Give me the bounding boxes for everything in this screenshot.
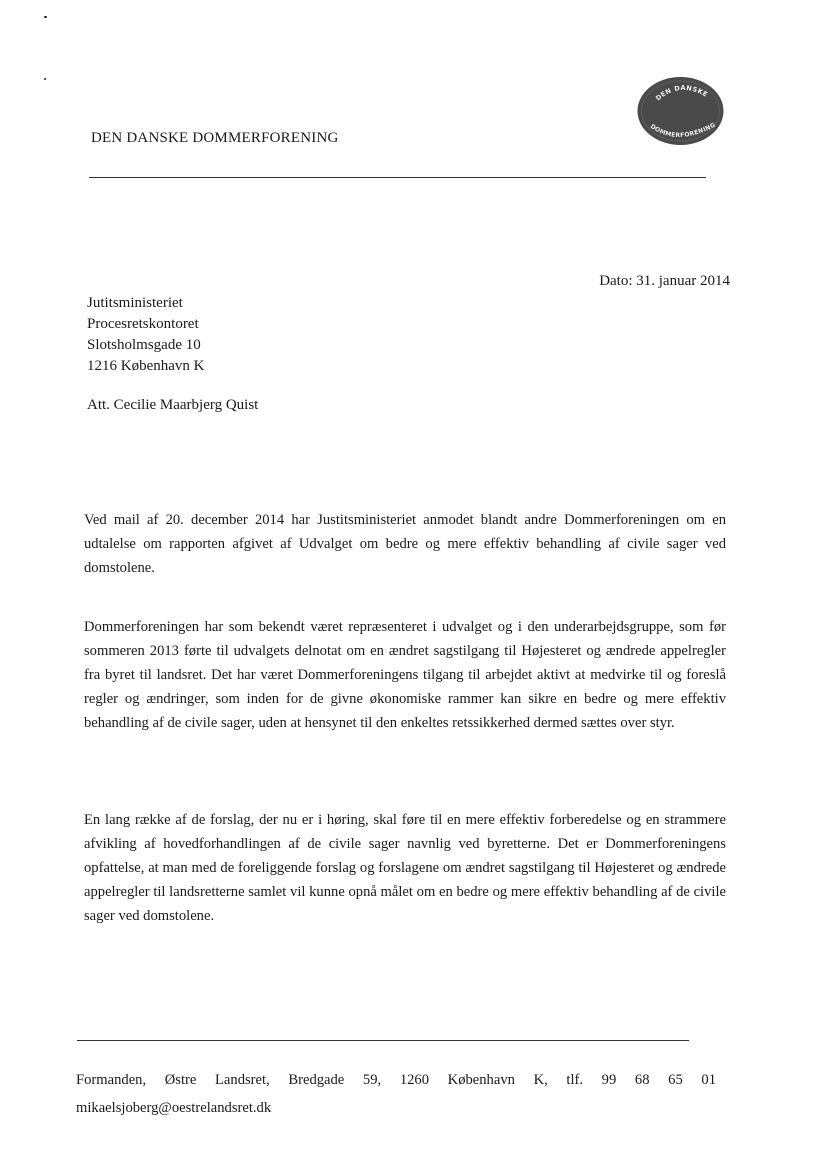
seal-text-top: DEN DANSKE — [654, 83, 710, 103]
body-paragraph: Dommerforeningen har som bekendt været repræsenteret i udvalget og i den underarbejdsgruppe, som før sommeren 2013 førte til udvalgets delnotat om en ændret sagstilgang til Højesteret og ændrede appelregler fra byret til landsret. Det har været Dommerforeningens tilgang til arbejdet aktivt at medvirke til og foreslå regler og ændringer, som inden for de givne økonomiske rammer kan sikre en bedre og mere effektiv behandling af de civile sager, uden at hensynet til den enkeltes retssikkerhed dermed sættes over styr. — [84, 619, 726, 731]
recipient-line: Procesretskontoret — [87, 316, 199, 332]
association-seal-stamp — [636, 75, 725, 147]
recipient-line: 1216 København K — [87, 358, 205, 374]
scan-speck — [44, 16, 47, 18]
recipient-address — [87, 293, 204, 377]
body-paragraph: Ved mail af 20. december 2014 har Justitsministeriet anmodet blandt andre Dommerforeningen om en udtalelse om rapporten afgivet af Udvalget om bedre og mere effektiv behandling af civile sager ved domstolene. — [84, 512, 726, 576]
header-divider — [89, 177, 706, 178]
recipient-line: Jutitsministeriet — [87, 295, 183, 311]
recipient-line: Slotsholmsgade 10 — [87, 337, 201, 353]
seal-text-bottom: DOMMERFORENING — [648, 121, 717, 140]
letter-date: Dato: 31. januar 2014 — [599, 273, 730, 289]
attention-line: Att. Cecilie Maarbjerg Quist — [87, 397, 259, 413]
organization-name: DEN DANSKE DOMMERFORENING — [91, 130, 339, 146]
body-paragraph: En lang række af de forslag, der nu er i høring, skal føre til en mere effektiv forberedelse og en strammere afvikling af hovedforhandlingen af de civile sager navnlig ved byretterne. Det er Dommerforeningens opfattelse, at man med de foreliggende forslag og forslagene om ændret sagstilgang til Højesteret og ændrede appelregler til landsretterne samlet vil kunne opnå målet om en bedre og mere effektiv behandling af de civile sager ved domstolene. — [84, 812, 726, 924]
footer-email: mikaelsjoberg@oestrelandsret.dk — [76, 1100, 272, 1116]
footer-divider — [77, 1040, 689, 1041]
scan-speck — [44, 78, 46, 80]
footer-address: Formanden, Østre Landsret, Bredgade 59, 1260 København K, tlf. 99 68 65 01 — [76, 1072, 716, 1088]
